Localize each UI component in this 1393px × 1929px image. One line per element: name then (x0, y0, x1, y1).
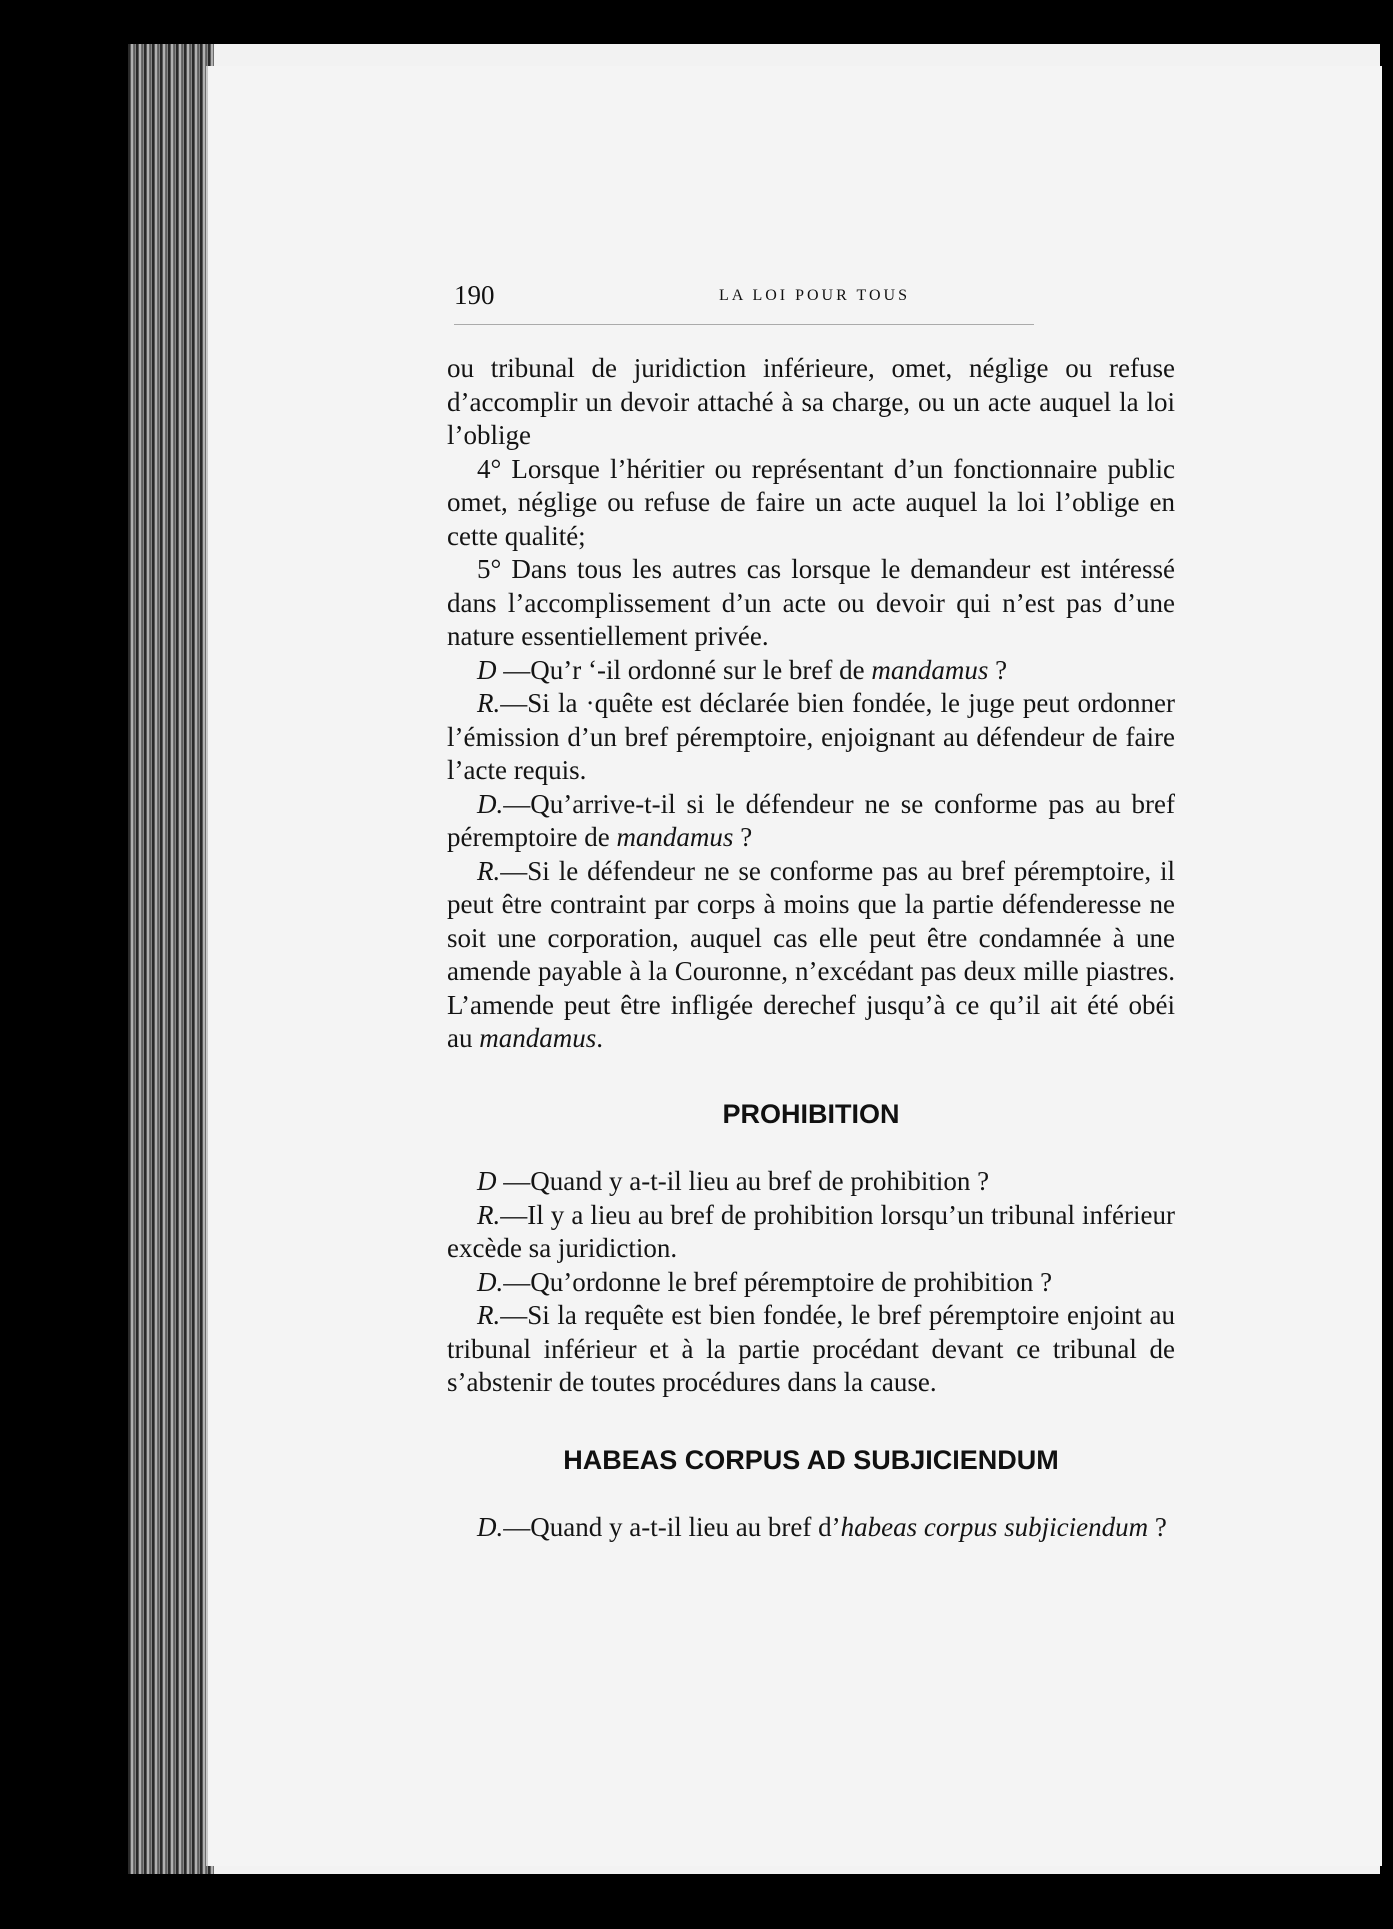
answer-label: R. (477, 855, 501, 886)
section-heading-prohibition: PROHIBITION (722, 1098, 900, 1129)
section-heading-habeas-corpus: HABEAS CORPUS AD SUBJICIENDUM (563, 1444, 1059, 1475)
question (447, 654, 1175, 688)
page-number: 190 (454, 280, 495, 310)
answer-label: R. (477, 688, 501, 718)
paragraph: 4° Lorsque l’héritier ou représentant d’un fonctionnaire public omet, néglige ou refuse de faire un acte auquel la loi l’oblige en cette qualité; (447, 453, 1175, 551)
question-label: D (477, 654, 497, 685)
question-text: —Qu’ordonne le bref péremptoire de prohibition ? (503, 1266, 1053, 1297)
italic-term: habeas corpus subjiciendum (840, 1512, 1149, 1542)
page-edges (128, 44, 214, 1874)
answer-text: —Si la requête est bien fondée, le bref péremptoire enjoint au tribunal inférieur et à la partie procédant devant ce tribunal de s’abstenir de toutes procédures dans la cause. (447, 1300, 1175, 1397)
question (447, 1511, 1175, 1545)
question-end: ? (1148, 1512, 1167, 1542)
question-label: D. (477, 788, 504, 819)
answer-text: —Si la ·quête est déclarée bien fondée, le juge peut ordonner l’émission d’un bref péremptoire, enjoignant au défendeur de faire l’acte requis. (447, 688, 1175, 785)
question-end: ? (988, 654, 1008, 685)
question (447, 1165, 1175, 1199)
italic-term: mandamus (871, 654, 989, 685)
answer (447, 855, 1175, 1056)
question-label: D. (477, 1266, 504, 1297)
question-text: —Qu’r ‘-il ordonné sur le bref de (496, 654, 872, 685)
answer (447, 1199, 1175, 1266)
paragraph: 5° Dans tous les autres cas lorsque le demandeur est intéressé dans l’accomplissement d’un acte ou devoir qui n’est pas d’une nature essentiellement privée. (447, 554, 1175, 651)
answer-end: . (596, 1023, 603, 1053)
question (447, 1266, 1175, 1300)
answer-label: R. (477, 1199, 501, 1230)
running-title: LA LOI POUR TOUS (719, 287, 910, 304)
italic-term: mandamus (479, 1023, 597, 1053)
question (447, 788, 1175, 855)
question-text: —Qu’arrive-t-il si le défendeur ne se conforme pas au bref péremptoire de (447, 788, 1175, 852)
question-end: ? (733, 822, 753, 852)
answer (447, 687, 1175, 788)
question-text: —Quand y a-t-il lieu au bref d’ (503, 1512, 841, 1542)
question-text: —Quand y a-t-il lieu au bref de prohibition ? (496, 1166, 990, 1196)
answer (447, 1299, 1175, 1400)
answer-text: —Il y a lieu au bref de prohibition lorsqu’un tribunal inférieur excède sa juridiction. (447, 1199, 1175, 1263)
question-label: D (477, 1166, 497, 1196)
italic-term: mandamus (616, 822, 734, 852)
running-head (454, 280, 1034, 325)
answer-text: —Si le défendeur ne se conforme pas au bref péremptoire, il peut être contraint par corps à moins que la partie défenderesse ne soit une corporation, auquel cas elle peut être condamnée à une amende payable à la Couronne, n’excédant pas deux mille piastres. L’amende peut être infligée derechef jusqu’à ce qu’il ait été obéi au (447, 855, 1175, 1053)
question-label: D. (477, 1512, 504, 1542)
text-block (447, 352, 1175, 1545)
answer-label: R. (477, 1300, 501, 1330)
paragraph: ou tribunal de juridiction inférieure, omet, néglige ou refuse d’accomplir un devoir attaché à sa charge, ou un acte auquel la loi l’oblige (447, 353, 1175, 450)
